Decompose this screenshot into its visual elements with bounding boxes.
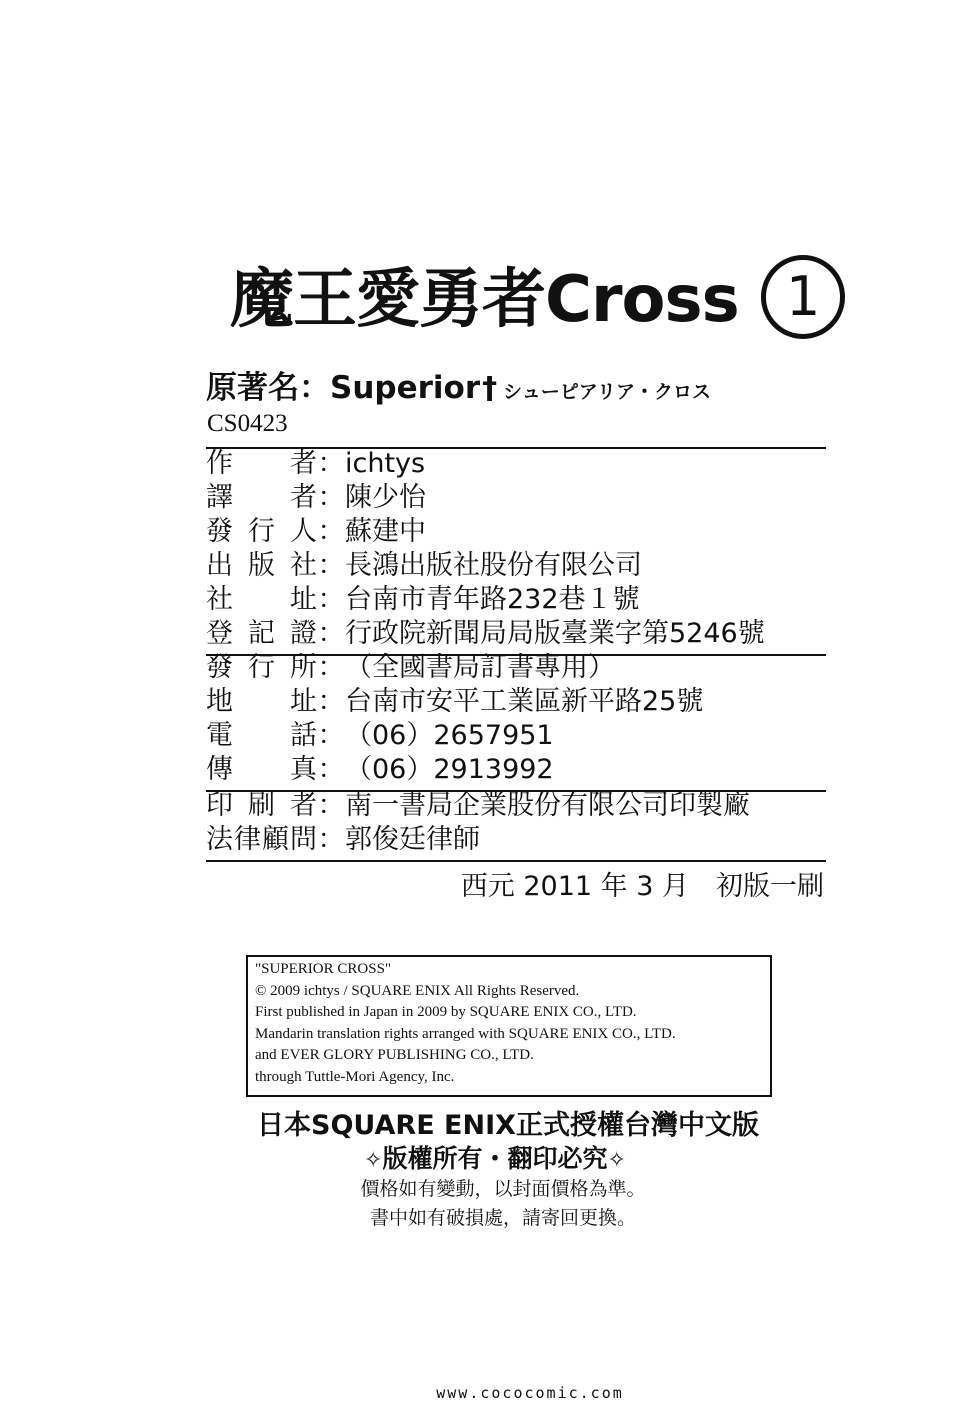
credit-row <box>206 583 640 617</box>
diamond-icon: ✧ <box>607 1148 626 1173</box>
credit-colon: ： <box>317 824 345 855</box>
credit-label: 作者 <box>206 448 317 479</box>
original-title <box>206 362 711 407</box>
copyright-box <box>246 955 772 1097</box>
copyright-line: through Tuttle-Mori Agency, Inc. <box>255 1068 455 1085</box>
credit-row <box>206 549 642 583</box>
credit-row <box>206 651 615 685</box>
credit-value: 南一書局企業股份有限公司印製廠 <box>345 790 750 821</box>
credit-value: 陳少怡 <box>345 482 426 513</box>
credit-value: 行政院新聞局局版臺業字第5246號 <box>345 618 765 649</box>
copyright-line: and EVER GLORY PUBLISHING CO., LTD. <box>255 1047 534 1063</box>
credit-label: 發行所 <box>206 652 317 683</box>
credit-row <box>206 719 554 753</box>
credit-row <box>206 789 750 823</box>
credit-label: 譯者 <box>206 482 317 513</box>
credit-row <box>206 823 480 857</box>
price-notice: 價格如有變動，以封面價格為準。 <box>360 1178 646 1200</box>
rights-notice <box>0 1139 960 1175</box>
copyright-line: Mandarin translation rights arranged with SQUARE ENIX CO., LTD. <box>255 1025 676 1042</box>
volume-number-badge: 1 <box>761 255 845 339</box>
credit-label: 登記證 <box>206 618 317 649</box>
book-title <box>230 248 845 345</box>
credit-value: （全國書局訂書專用） <box>345 652 615 683</box>
credit-label: 地址 <box>206 686 317 717</box>
credit-row <box>206 515 426 549</box>
original-title-name: Superior <box>330 370 481 406</box>
credit-label: 社址 <box>206 584 317 615</box>
credit-value: 台南市青年路232巷１號 <box>345 584 640 615</box>
credit-colon: ： <box>317 618 345 649</box>
rights-text: 版權所有・翻印必究 <box>382 1144 608 1173</box>
credit-label: 電話 <box>206 720 317 751</box>
credit-value: （06）2913992 <box>345 754 554 785</box>
credit-colon: ： <box>317 482 345 513</box>
credit-value: 台南市安平工業區新平路25號 <box>345 686 704 717</box>
credit-value: （06）2657951 <box>345 720 554 751</box>
credit-colon: ： <box>317 652 345 683</box>
credit-value: 蘇建中 <box>345 516 426 547</box>
copyright-line: "SUPERIOR CROSS" <box>255 961 392 977</box>
credit-row <box>206 685 703 719</box>
edition-date: 西元 2011 年 3 月 初版一刷 <box>460 871 824 902</box>
copyright-line: First published in Japan in 2009 by SQUARE ENIX CO., LTD. <box>255 1004 637 1020</box>
credit-value: 長鴻出版社股份有限公司 <box>345 550 642 581</box>
diamond-icon: ✧ <box>364 1148 383 1173</box>
credit-colon: ： <box>317 754 345 785</box>
credit-colon: ： <box>317 790 345 821</box>
copyright-line: © 2009 ichtys / SQUARE ENIX All Rights Reserved. <box>255 982 580 999</box>
site-watermark: www.cococomic.com <box>436 1384 624 1402</box>
credit-colon: ： <box>317 550 345 581</box>
credit-row <box>206 481 426 515</box>
credit-label: 印刷者 <box>206 790 317 821</box>
credit-colon: ： <box>317 584 345 615</box>
credit-label: 出版社 <box>206 550 317 581</box>
credit-label: 傳真 <box>206 754 317 785</box>
credit-colon: ： <box>317 516 345 547</box>
credit-row <box>206 753 554 787</box>
original-title-label: 原著名： <box>206 370 330 406</box>
book-title-text: 魔王愛勇者Cross <box>230 263 739 337</box>
original-title-kana: シューピアリア・クロス <box>503 381 711 403</box>
authorized-edition: 日本SQUARE ENIX正式授權台灣中文版 <box>257 1110 759 1141</box>
credit-colon: ： <box>317 720 345 751</box>
credit-colon: ： <box>317 448 345 479</box>
credit-value: ichtys <box>345 448 426 479</box>
credit-colon: ： <box>317 686 345 717</box>
credit-row <box>206 447 425 481</box>
dagger-mark: † <box>482 371 498 406</box>
divider-4 <box>206 860 826 862</box>
credit-value: 郭俊廷律師 <box>345 824 480 855</box>
credit-row <box>206 617 765 651</box>
book-code: CS0423 <box>207 410 288 437</box>
damage-notice: 書中如有破損處，請寄回更換。 <box>369 1207 636 1229</box>
credit-label: 發行人 <box>206 516 317 547</box>
credit-label: 法律顧問 <box>206 824 317 855</box>
